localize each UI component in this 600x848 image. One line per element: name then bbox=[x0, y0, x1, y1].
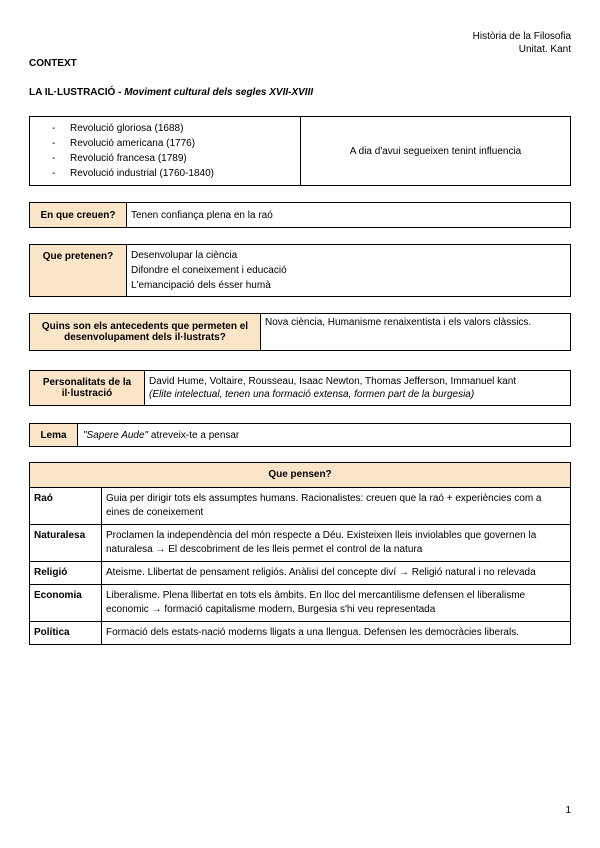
revolutions-note: A dia d'avui segueixen tenint influencia bbox=[301, 117, 571, 186]
table-row bbox=[30, 562, 571, 585]
thought-text-economia: Liberalisme. Plena llibertat en tots els àmbits. En lloc del mercantilisme defensen el liberalisme economic → formació capitalisme modern. Burgesia s'hi veu representada bbox=[102, 585, 571, 622]
believe-table bbox=[29, 202, 571, 228]
personalities-note: (Elite intelectual, tenen una formació extensa, formen part de la burgesia) bbox=[149, 389, 475, 400]
table-row bbox=[30, 622, 571, 645]
revolutions-table bbox=[29, 116, 571, 186]
motto-table bbox=[29, 423, 571, 447]
page-title bbox=[29, 87, 313, 98]
antecedents-value: Nova ciència, Humanisme renaixentista i els valors clàssics. bbox=[261, 314, 571, 351]
thought-text-politica: Formació dels estats-nació moderns lligats a una llengua. Defensen les democràcies liberals. bbox=[102, 622, 571, 645]
thought-label-economia: Economia bbox=[30, 585, 102, 622]
intend-label: Que pretenen? bbox=[30, 245, 127, 297]
believe-value: Tenen confiança plena en la raó bbox=[127, 203, 571, 228]
thoughts-heading: Que pensen? bbox=[30, 463, 571, 488]
title-main: LA IL·LUSTRACIÓ bbox=[29, 87, 116, 98]
thought-label-religio: Religió bbox=[30, 562, 102, 585]
revolutions-list bbox=[36, 121, 294, 181]
thought-text-rao: Guia per dirigir tots els assumptes humans. Racionalistes: creuen que la raó + experiències com a eines de coneixement bbox=[102, 488, 571, 525]
page-header bbox=[473, 30, 571, 56]
intend-values bbox=[127, 245, 571, 297]
table-row bbox=[30, 525, 571, 562]
unit-title: Unitat. Kant bbox=[518, 44, 571, 55]
thought-text-religio: Ateisme. Llibertat de pensament religiós. Anàlisi del concepte diví → Religió natural i no relevada bbox=[102, 562, 571, 585]
revolutions-list-cell bbox=[30, 117, 301, 186]
list-item: - Revolució industrial (1760-1840) bbox=[70, 166, 294, 181]
table-row bbox=[30, 585, 571, 622]
antecedents-table bbox=[29, 313, 571, 351]
motto-quote: "Sapere Aude" bbox=[83, 429, 149, 441]
title-separator: - bbox=[115, 87, 125, 98]
intend-table bbox=[29, 244, 571, 297]
list-item: - Revolució gloriosa (1688) bbox=[70, 121, 294, 136]
intend-line: Desenvolupar la ciència bbox=[131, 250, 238, 261]
motto-value bbox=[78, 424, 571, 447]
antecedents-label: Quins son els antecedents que permeten el desenvolupament dels il·lustrats? bbox=[30, 314, 261, 351]
course-title: Història de la Filosofia bbox=[472, 31, 571, 42]
personalities-table bbox=[29, 370, 571, 406]
title-subtitle: Moviment cultural dels segles XVII-XVIII bbox=[124, 87, 314, 98]
thought-label-politica: Política bbox=[30, 622, 102, 645]
page-number: 1 bbox=[565, 805, 571, 816]
list-item: - Revolució americana (1776) bbox=[70, 136, 294, 151]
section-label: CONTEXT bbox=[29, 58, 77, 69]
motto-rest: atreveix-te a pensar bbox=[148, 429, 240, 441]
thoughts-table bbox=[29, 462, 571, 645]
thought-label-naturalesa: Naturalesa bbox=[30, 525, 102, 562]
personalities-label: Personalitats de la il·lustració bbox=[30, 371, 145, 406]
thought-text-naturalesa: Proclamen la independència del món respecte a Déu. Existeixen lleis inviolables que governen la naturalesa → El descobriment de les lleis permet el control de la natura bbox=[102, 525, 571, 562]
personalities-value bbox=[145, 371, 571, 406]
thought-label-rao: Raó bbox=[30, 488, 102, 525]
table-row bbox=[30, 488, 571, 525]
personalities-names: David Hume, Voltaire, Rousseau, Isaac Newton, Thomas Jefferson, Immanuel kant bbox=[149, 376, 517, 387]
motto-label: Lema bbox=[30, 424, 78, 447]
intend-line: L'emancipació dels ésser humà bbox=[131, 280, 271, 291]
believe-label: En que creuen? bbox=[30, 203, 127, 228]
list-item: - Revolució francesa (1789) bbox=[70, 151, 294, 166]
intend-line: Difondre el coneixement i educació bbox=[131, 265, 287, 276]
